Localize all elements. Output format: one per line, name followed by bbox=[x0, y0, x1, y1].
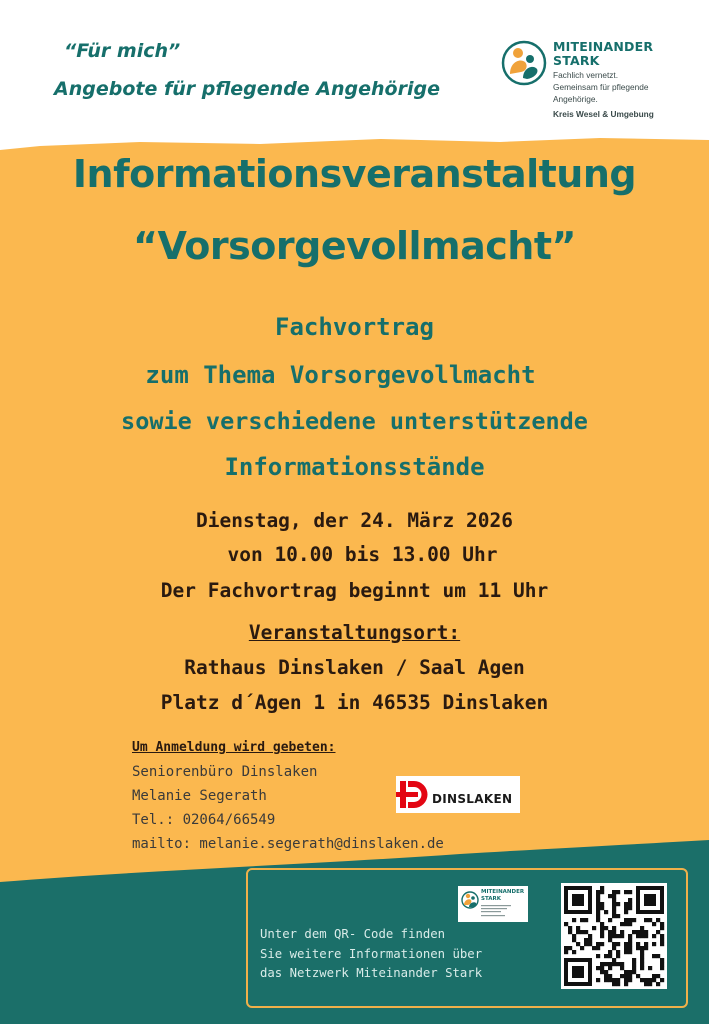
mini-brand-line-1: MITEINANDER bbox=[481, 889, 525, 895]
tagline-subtitle: Angebote für pflegende Angehörige bbox=[54, 78, 440, 100]
dinslaken-wordmark: DINSLAKEN bbox=[432, 791, 513, 806]
talk-line-2: zum Thema Vorsorgevollmacht bbox=[145, 361, 536, 389]
mini-brand-line-2: STARK bbox=[481, 896, 502, 902]
qr-code[interactable] bbox=[561, 883, 667, 989]
contact-email[interactable]: mailto: melanie.segerath@dinslaken.de bbox=[132, 836, 444, 852]
contact-office: Seniorenbüro Dinslaken bbox=[132, 764, 318, 780]
registration-heading: Um Anmeldung wird gebeten: bbox=[132, 740, 336, 755]
title-line-1: Informationsveranstaltung bbox=[72, 152, 637, 196]
venue-name: Rathaus Dinslaken / Saal Agen bbox=[184, 656, 525, 679]
contact-person: Melanie Segerath bbox=[132, 788, 267, 804]
qr-text-line-2: Sie weitere Informationen über bbox=[260, 946, 483, 961]
qr-code-graphic[interactable] bbox=[561, 883, 667, 989]
mini-miteinander-logo bbox=[458, 886, 528, 922]
venue-address: Platz d´Agen 1 in 46535 Dinslaken bbox=[160, 691, 549, 714]
event-date: Dienstag, der 24. März 2026 bbox=[196, 509, 513, 532]
logo-brand-line-2: STARK bbox=[553, 53, 600, 68]
qr-text-line-3: das Netzwerk Miteinander Stark bbox=[260, 966, 483, 980]
contact-phone[interactable]: Tel.: 02064/66549 bbox=[132, 812, 276, 828]
event-start: Der Fachvortrag beginnt um 11 Uhr bbox=[160, 579, 549, 602]
logo-region: Kreis Wesel & Umgebung bbox=[553, 109, 654, 119]
talk-line-3: sowie verschiedene unterstützende bbox=[121, 407, 588, 435]
venue-heading: Veranstaltungsort: bbox=[248, 621, 461, 644]
event-time: von 10.00 bis 13.00 Uhr bbox=[227, 543, 498, 566]
qr-text-line-1: Unter dem QR- Code finden bbox=[260, 927, 446, 941]
dinslaken-d-icon bbox=[396, 776, 430, 813]
header-tagline bbox=[54, 40, 440, 100]
dinslaken-logo bbox=[396, 776, 520, 813]
qr-description bbox=[260, 925, 482, 984]
title-line-2: “Vorsorgevollmacht” bbox=[133, 224, 576, 268]
logo-tagline-1: Fachlich vernetzt. bbox=[553, 70, 619, 80]
logo-brand-line-1: MITEINANDER bbox=[553, 39, 654, 54]
miteinander-stark-logo bbox=[501, 38, 671, 118]
talk-line-4: Informationsstände bbox=[224, 453, 485, 481]
talk-line-1: Fachvortrag bbox=[275, 313, 434, 341]
logo-tagline-2: Gemeinsam für pflegende bbox=[553, 82, 649, 92]
logo-tagline-3: Angehörige. bbox=[553, 94, 598, 104]
tagline-title: “Für mich” bbox=[64, 40, 181, 62]
people-heart-icon bbox=[501, 40, 547, 86]
